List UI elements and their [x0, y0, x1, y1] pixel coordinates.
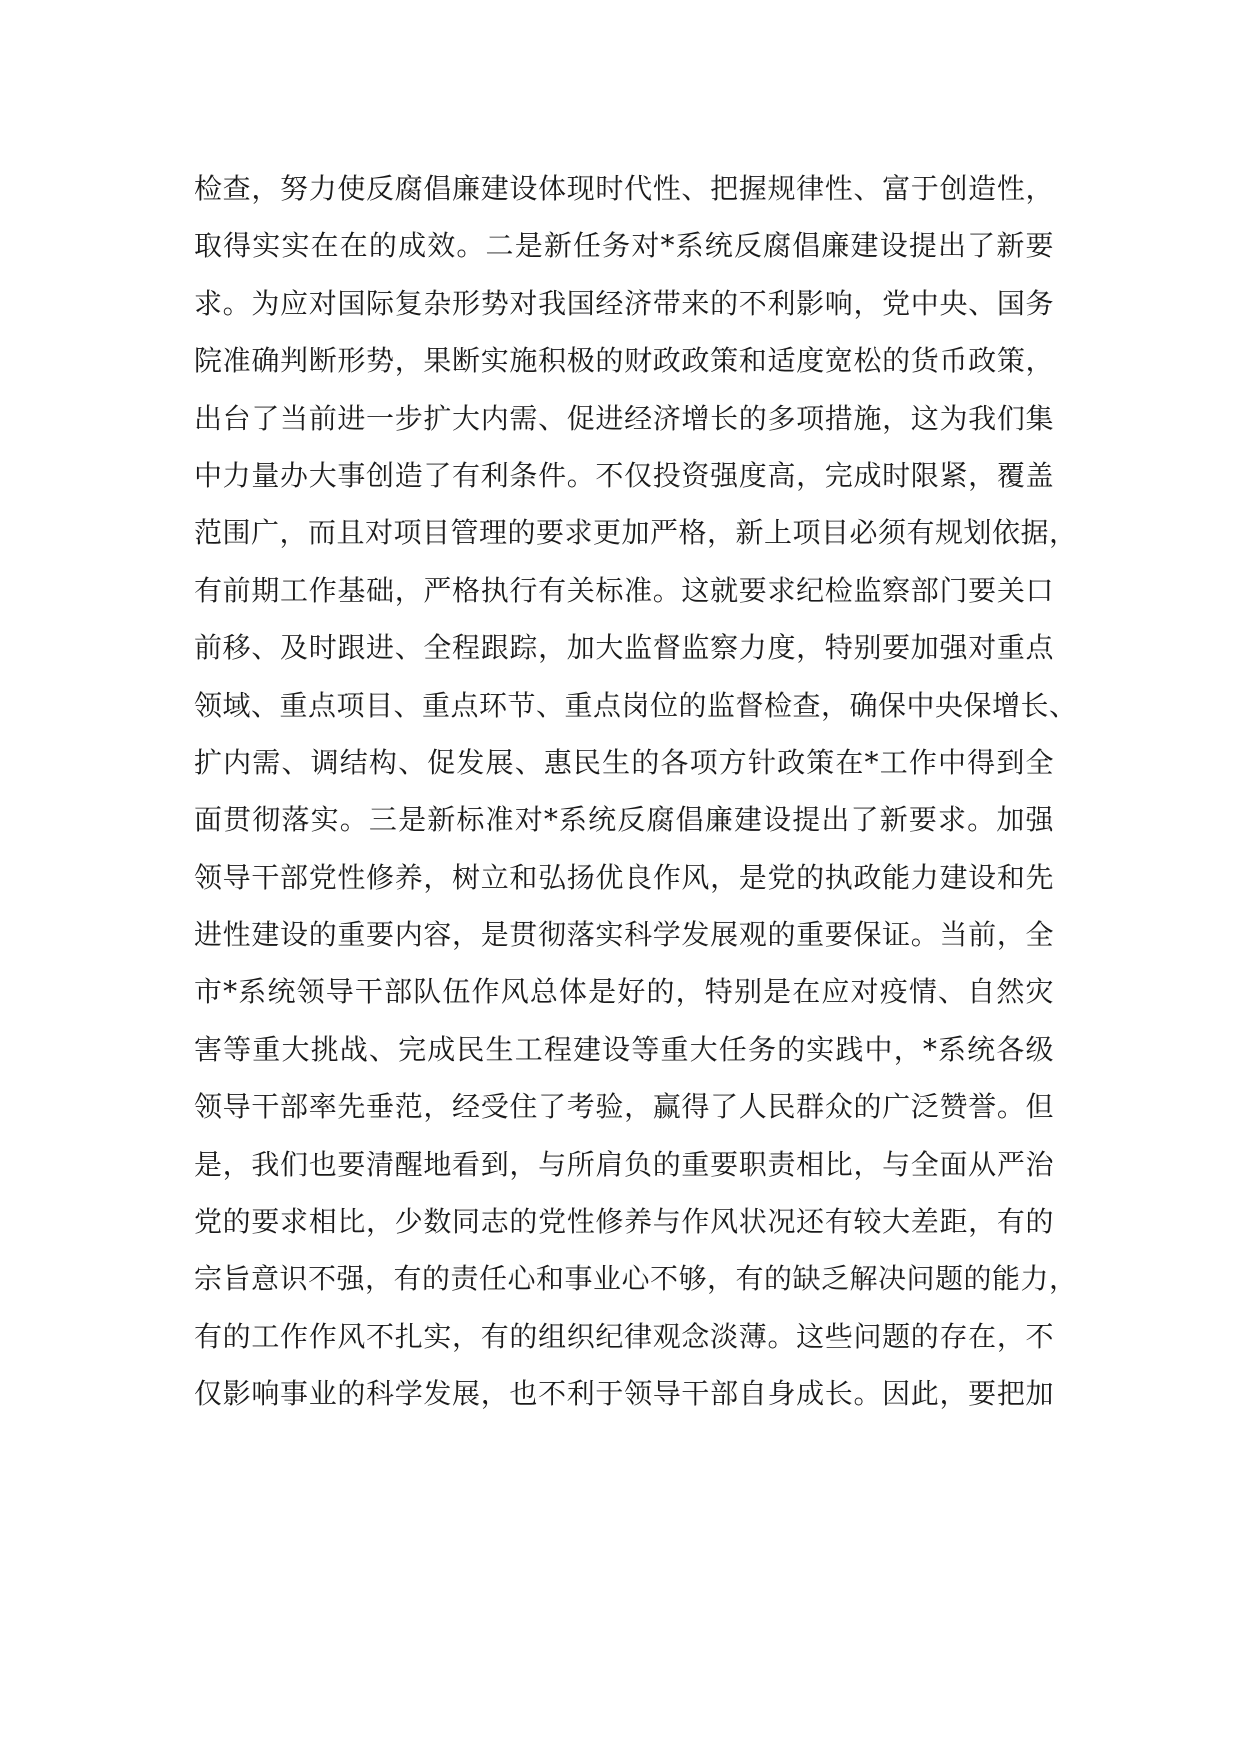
- text-line-17: 领导干部率先垂范，经受住了考验，赢得了人民群众的广泛赞誉。但: [194, 1090, 1054, 1124]
- body-paragraph: [194, 160, 1078, 1423]
- text-line-8: 有前期工作基础，严格执行有关标准。这就要求纪检监察部门要关口: [194, 573, 1054, 607]
- text-line-22: 仅影响事业的科学发展，也不利于领导干部自身成长。因此，要把加: [194, 1377, 1054, 1411]
- text-line-13: 领导干部党性修养，树立和弘扬优良作风，是党的执政能力建设和先: [194, 860, 1054, 894]
- text-line-5: 出台了当前进一步扩大内需、促进经济增长的多项措施，这为我们集: [194, 401, 1054, 435]
- text-line-2: 取得实实在在的成效。二是新任务对*系统反腐倡廉建设提出了新要: [194, 229, 1054, 263]
- text-line-15: 市*系统领导干部队伍作风总体是好的，特别是在应对疫情、自然灾: [194, 975, 1054, 1009]
- text-line-7: 范围广，而且对项目管理的要求更加严格，新上项目必须有规划依据，: [194, 516, 1078, 550]
- text-line-10: 领域、重点项目、重点环节、重点岗位的监督检查，确保中央保增长、: [194, 688, 1078, 722]
- text-line-12: 面贯彻落实。三是新标准对*系统反腐倡廉建设提出了新要求。加强: [194, 803, 1054, 837]
- text-line-20: 宗旨意识不强，有的责任心和事业心不够，有的缺乏解决问题的能力，: [194, 1262, 1078, 1296]
- text-line-11: 扩内需、调结构、促发展、惠民生的各项方针政策在*工作中得到全: [194, 745, 1054, 779]
- text-line-16: 害等重大挑战、完成民生工程建设等重大任务的实践中，*系统各级: [194, 1032, 1054, 1066]
- text-line-21: 有的工作作风不扎实，有的组织纪律观念淡薄。这些问题的存在，不: [194, 1319, 1054, 1353]
- text-line-6: 中力量办大事创造了有利条件。不仅投资强度高，完成时限紧，覆盖: [194, 458, 1054, 492]
- text-line-18: 是，我们也要清醒地看到，与所肩负的重要职责相比，与全面从严治: [194, 1147, 1054, 1181]
- text-line-1: 检查，努力使反腐倡廉建设体现时代性、把握规律性、富于创造性，: [194, 172, 1054, 205]
- text-line-4: 院准确判断形势，果断实施积极的财政政策和适度宽松的货币政策，: [194, 344, 1054, 378]
- text-line-14: 进性建设的重要内容，是贯彻落实科学发展观的重要保证。当前，全: [194, 918, 1054, 952]
- text-line-19: 党的要求相比，少数同志的党性修养与作风状况还有较大差距，有的: [194, 1205, 1054, 1239]
- text-line-9: 前移、及时跟进、全程跟踪，加大监督监察力度，特别要加强对重点: [194, 631, 1054, 665]
- text-line-3: 求。为应对国际复杂形势对我国经济带来的不利影响，党中央、国务: [194, 286, 1054, 320]
